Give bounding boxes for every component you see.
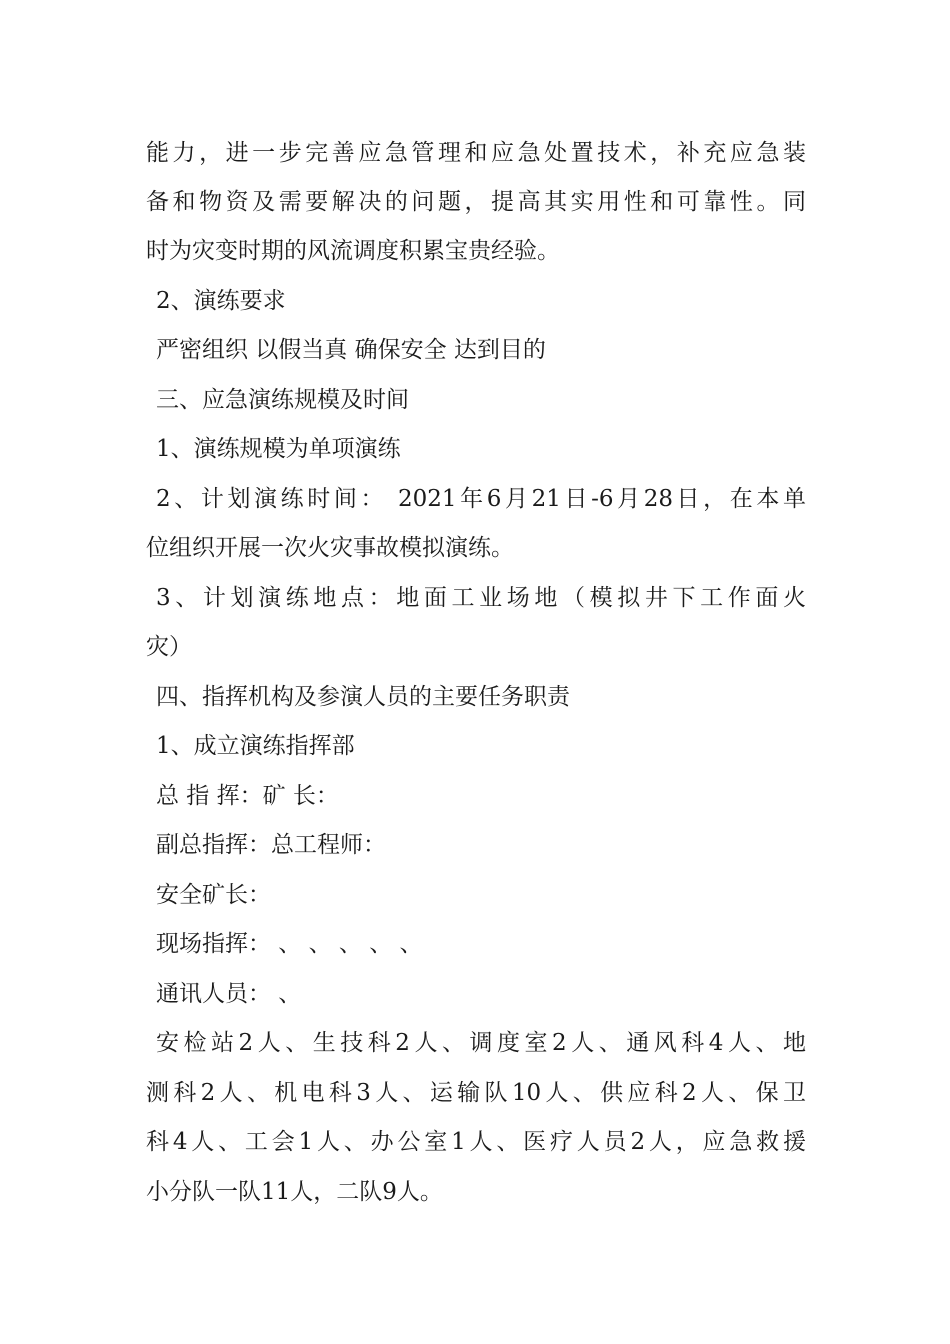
paragraph-line: 位组织开展一次火灾事故模拟演练。 (146, 535, 514, 561)
paragraph-line: 时为灾变时期的风流调度积累宝贵经验。 (146, 238, 560, 264)
section-heading: 2、演练要求 (156, 288, 286, 314)
paragraph-line: 灾） (146, 634, 192, 660)
list-item: 3、计划演练地点：地面工业场地（模拟井下工作面火 (156, 585, 806, 611)
list-item: 2、计划演练时间： 2021年6月21日-6月28日，在本单 (156, 486, 806, 512)
role-line: 副总指挥：总工程师： (156, 832, 386, 858)
role-line: 通讯人员： 、 (156, 981, 302, 1007)
list-item: 1、演练规模为单项演练 (156, 436, 401, 462)
paragraph-line: 安检站2人、生技科2人、调度室2人、通风科4人、地 (156, 1030, 806, 1056)
paragraph-line: 严密组织 以假当真 确保安全 达到目的 (156, 337, 546, 363)
paragraph-line: 测科2人、机电科3人、运输队10人、供应科2人、保卫 (146, 1080, 806, 1106)
role-line: 总 指 挥：矿 长： (156, 783, 339, 809)
section-heading: 三、应急演练规模及时间 (156, 387, 409, 413)
section-heading: 四、指挥机构及参演人员的主要任务职责 (156, 684, 570, 710)
paragraph-line: 科4人、工会1人、办公室1人、医疗人员2人，应急救援 (146, 1129, 806, 1155)
paragraph-line: 能力，进一步完善应急管理和应急处置技术，补充应急装 (146, 140, 806, 166)
role-line: 现场指挥： 、 、 、 、 、 (156, 931, 423, 957)
paragraph-line: 小分队一队11人，二队9人。 (146, 1179, 443, 1205)
role-line: 安全矿长： (156, 882, 271, 908)
list-item: 1、成立演练指挥部 (156, 733, 355, 759)
paragraph-line: 备和物资及需要解决的问题，提高其实用性和可靠性。同 (146, 189, 806, 215)
